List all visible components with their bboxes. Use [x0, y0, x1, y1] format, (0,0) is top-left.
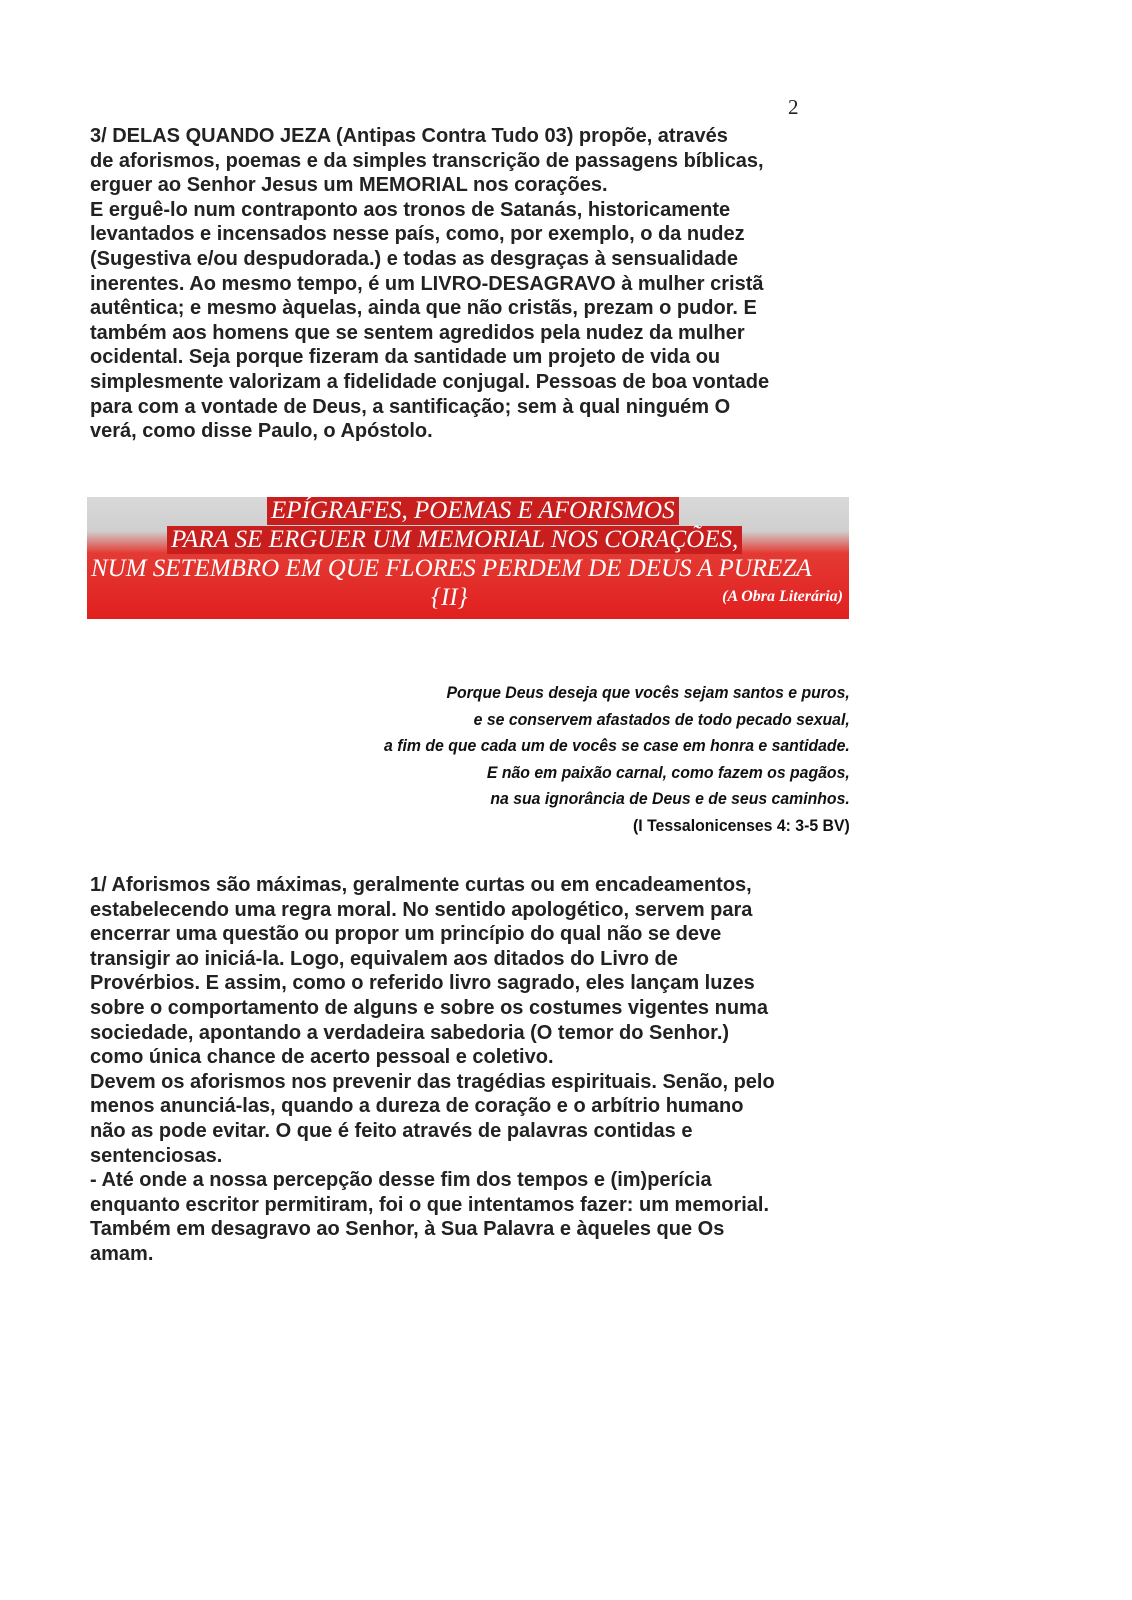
epigraph-quote [384, 680, 850, 839]
body-line: como única chance de acerto pessoal e coletivo. [90, 1046, 554, 1069]
banner-title-line-1: EPÍGRAFES, POEMAS E AFORISMOS [267, 497, 679, 525]
intro-line: também aos homens que se sentem agredidos pela nudez da mulher [90, 321, 745, 344]
banner-volume-number: {II} [431, 584, 468, 611]
epigraph-line: E não em paixão carnal, como fazem os pagãos, [487, 762, 850, 782]
body-line: transigir ao iniciá-la. Logo, equivalem aos ditados do Livro de [90, 947, 678, 970]
intro-line: erguer ao Senhor Jesus um MEMORIAL nos corações. [90, 174, 608, 197]
body-line: sociedade, apontando a verdadeira sabedoria (O temor do Senhor.) [90, 1021, 730, 1044]
banner-credit: (A Obra Literária) [722, 588, 843, 605]
intro-line: simplesmente valorizam a fidelidade conjugal. Pessoas de boa vontade [90, 370, 770, 393]
body-line: Provérbios. E assim, como o referido livro sagrado, eles lançam luzes [90, 972, 755, 995]
epigraph-line: na sua ignorância de Deus e de seus caminhos. [490, 789, 850, 808]
intro-line: inerentes. Ao mesmo tempo, é um LIVRO-DESAGRAVO à mulher cristã [90, 272, 764, 295]
intro-line: verá, como disse Paulo, o Apóstolo. [90, 420, 433, 443]
intro-line: 3/ DELAS QUANDO JEZA (Antipas Contra Tudo 03) propõe, através [90, 125, 728, 147]
body-line: amam. [90, 1242, 154, 1265]
body-line: - Até onde a nossa percepção desse fim dos tempos e (im)perícia [90, 1169, 712, 1192]
body-line: Também em desagravo ao Senhor, à Sua Palavra e àqueles que Os [90, 1218, 725, 1241]
epigraph-line: e se conservem afastados de todo pecado sexual, [473, 709, 850, 729]
body-line: não as pode evitar. O que é feito através de palavras contidas e [90, 1119, 693, 1142]
intro-line: autêntica; e mesmo àquelas, ainda que não cristãs, prezam o pudor. E [90, 297, 757, 320]
epigraph-line: a fim de que cada um de vocês se case em honra e santidade. [384, 736, 850, 755]
title-banner [87, 497, 849, 619]
intro-line: para com a vontade de Deus, a santificação; sem à qual ninguém O [90, 395, 731, 418]
body-line: encerrar uma questão ou propor um princípio do qual não se deve [90, 923, 722, 946]
body-line: 1/ Aforismos são máximas, geralmente curtas ou em encadeamentos, [90, 874, 752, 896]
banner-title-line-3: NUM SETEMBRO EM QUE FLORES PERDEM DE DEUS A PUREZA [91, 555, 812, 582]
body-line: sentenciosas. [90, 1144, 223, 1167]
intro-line: levantados e incensados nesse país, como, por exemplo, o da nudez [90, 223, 745, 246]
epigraph-reference: (I Tessalonicenses 4: 3-5 BV) [633, 815, 850, 835]
intro-line: E erguê-lo num contraponto aos tronos de Satanás, historicamente [90, 198, 731, 221]
aphorisms-paragraph [90, 873, 850, 1267]
epigraph-line: Porque Deus deseja que vocês sejam santos e puros, [446, 683, 850, 702]
body-line: menos anunciá-las, quando a dureza de coração e o arbítrio humano [90, 1095, 744, 1118]
intro-line: ocidental. Seja porque fizeram da santidade um projeto de vida ou [90, 346, 721, 369]
body-line: Devem os aforismos nos prevenir das tragédias espirituais. Senão, pelo [90, 1070, 775, 1093]
body-line: sobre o comportamento de alguns e sobre os costumes vigentes numa [90, 996, 768, 1019]
page-number: 2 [788, 95, 799, 119]
intro-line: (Sugestiva e/ou despudorada.) e todas as desgraças à sensualidade [90, 247, 739, 270]
body-line: enquanto escritor permitiram, foi o que intentamos fazer: um memorial. [90, 1193, 770, 1216]
body-line: estabelecendo uma regra moral. No sentido apologético, servem para [90, 898, 753, 921]
banner-title-line-2: PARA SE ERGUER UM MEMORIAL NOS CORAÇÕES, [167, 526, 742, 554]
intro-line: de aforismos, poemas e da simples transcrição de passagens bíblicas, [90, 149, 764, 172]
intro-paragraph [90, 124, 850, 444]
